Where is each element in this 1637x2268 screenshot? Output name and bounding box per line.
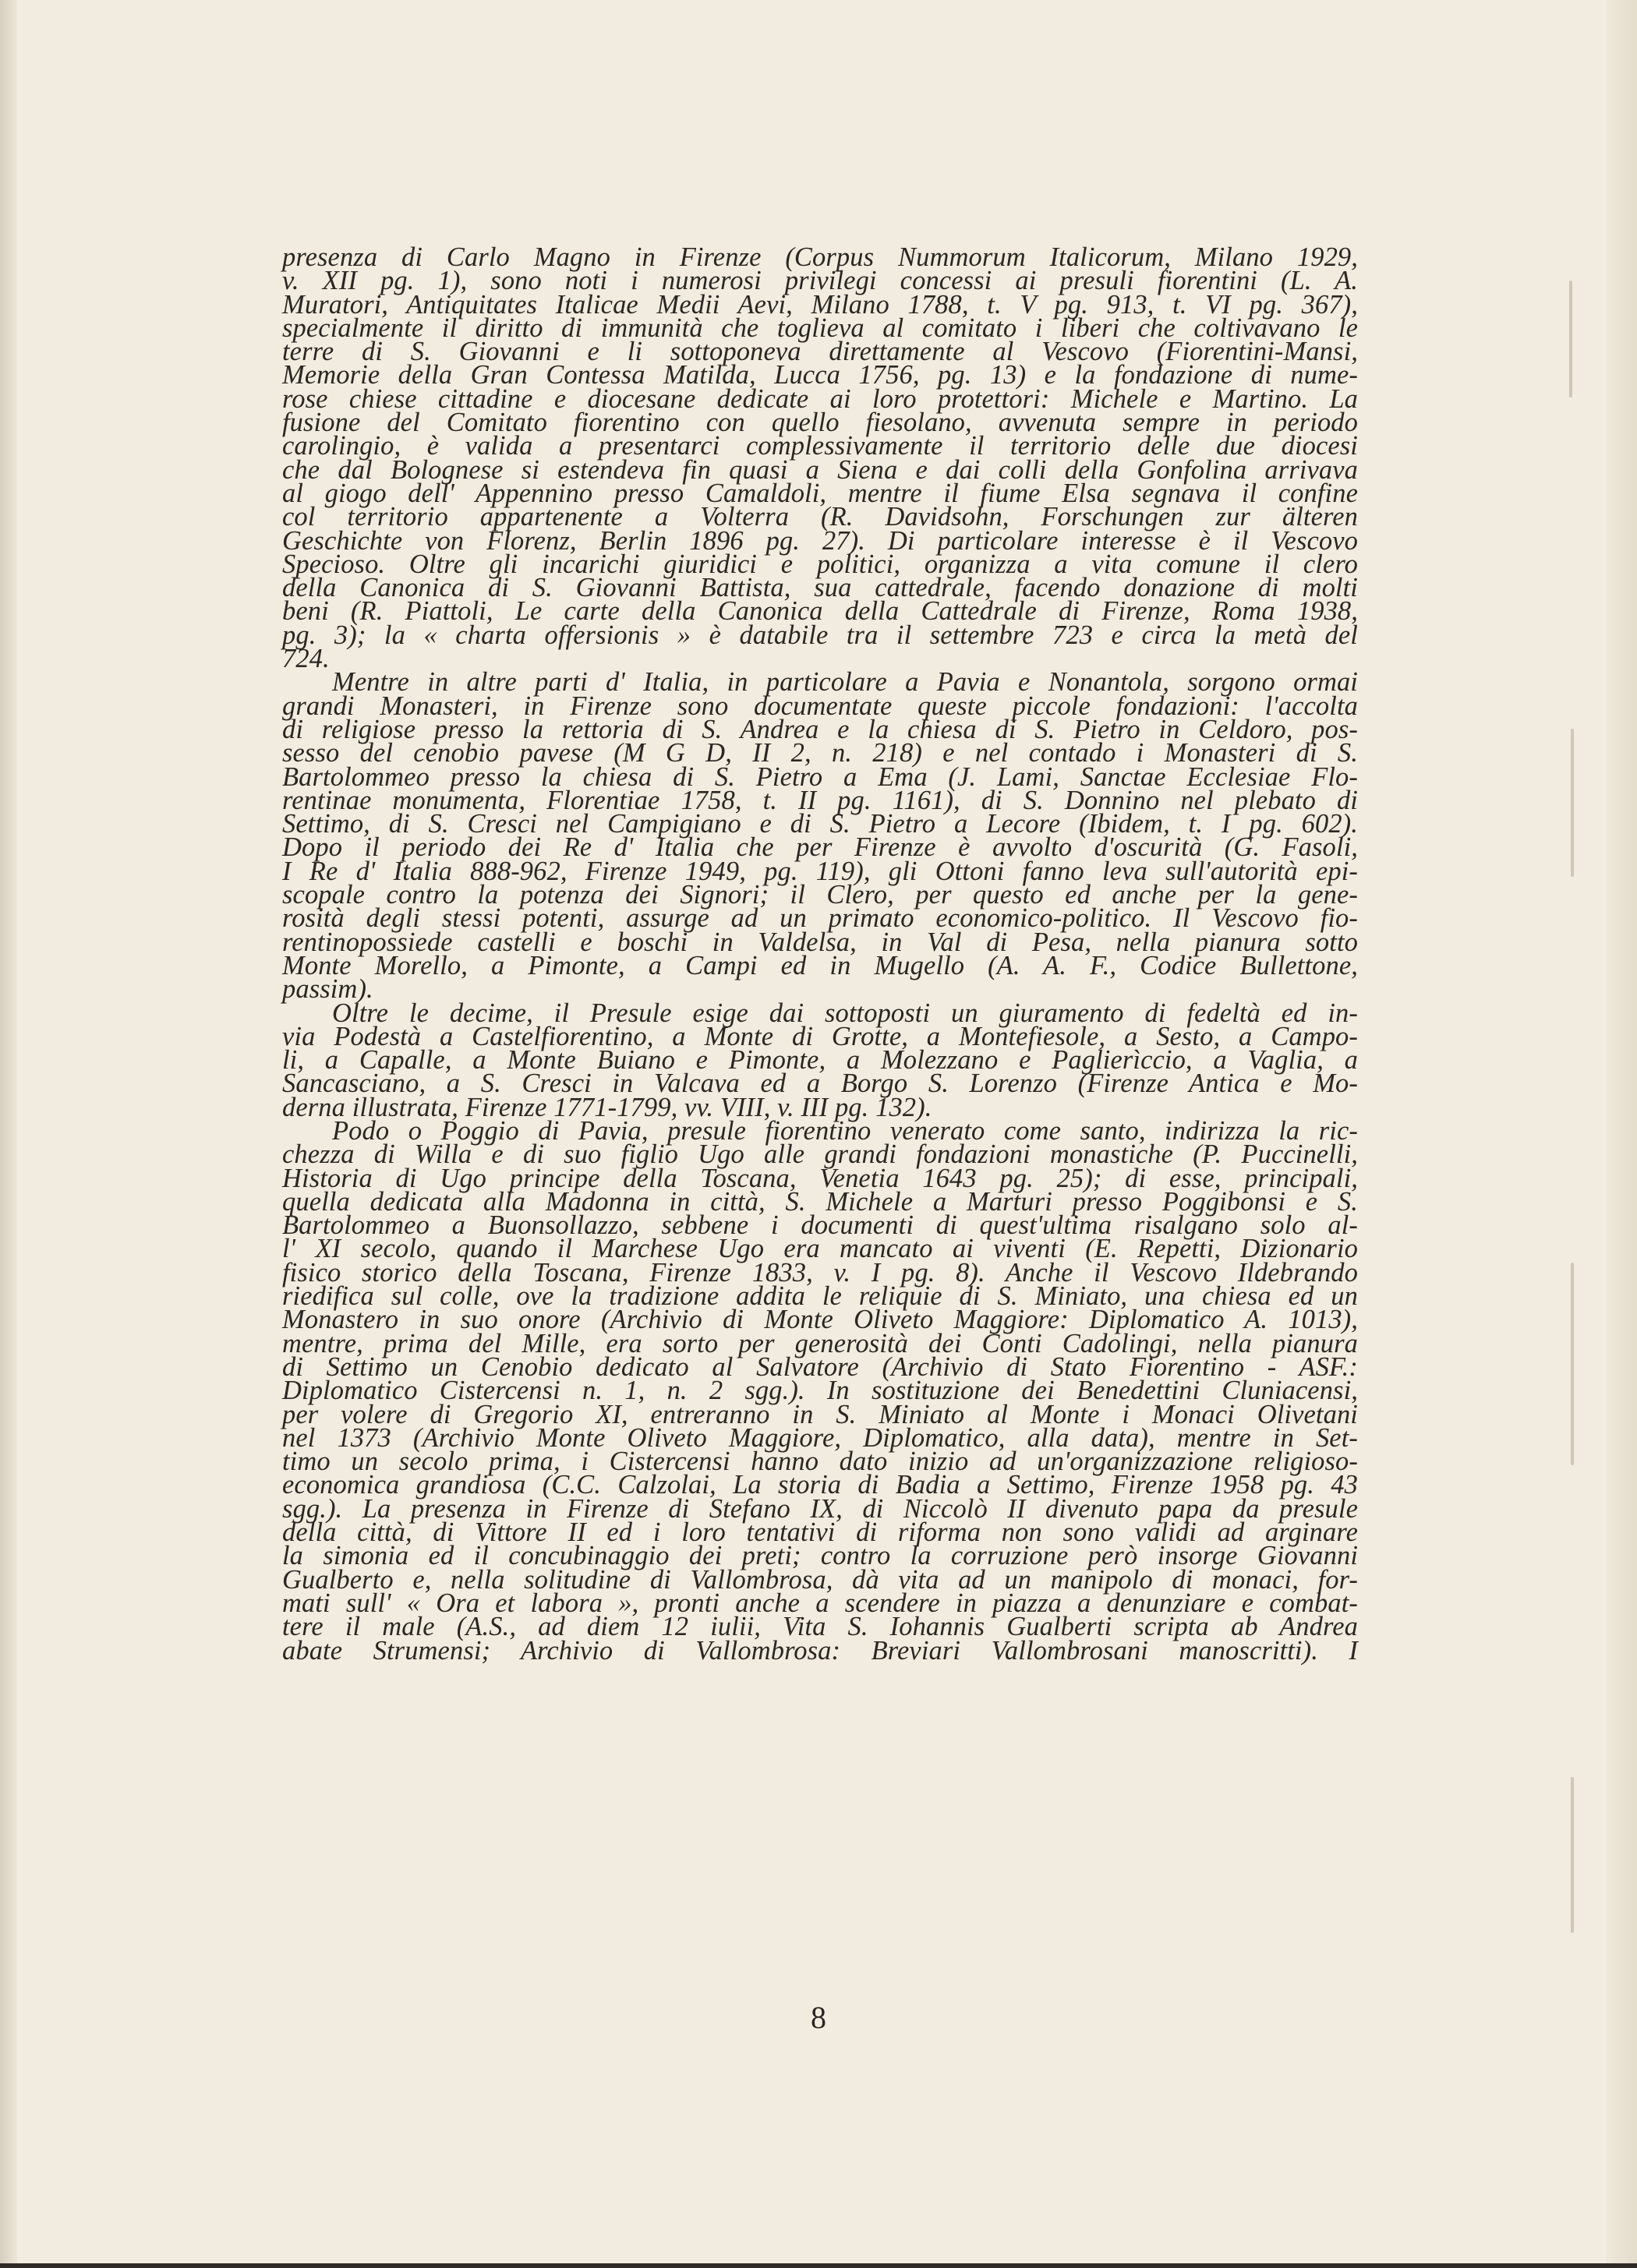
- text-line: terre di S. Giovanni e li sottoponeva direttamente al Vescovo (Fiorentini-Mansi,: [282, 337, 1358, 367]
- text-line: Podo o Poggio di Pavia, presule fiorentino venerato come santo, indirizza la ric-: [332, 1115, 1358, 1146]
- bottom-rule: [0, 2263, 1637, 2268]
- text-line: specialmente il diritto di immunità che toglieva al comitato i liberi che coltivavano le: [282, 313, 1358, 343]
- text-line: mati sull' « Ora et labora », pronti anche a scendere in piazza a denunziare e combat-: [282, 1588, 1358, 1618]
- text-line: li, a Capalle, a Monte Buiano e Pimonte, a Molezzano e Paglierìccio, a Vaglia, a: [282, 1045, 1358, 1076]
- margin-mark: [1571, 729, 1574, 877]
- text-line: Oltre le decime, il Presule esige dai sottoposti un giuramento di fedeltà ed in-: [332, 998, 1358, 1028]
- text-line: pg. 3); la « charta offersionis » è databile tra il settembre 723 e circa la metà del: [282, 620, 1358, 650]
- text-line: di Settimo un Cenobio dedicato al Salvatore (Archivio di Stato Fiorentino - ASF.:: [282, 1351, 1358, 1382]
- text-line: v. XII pg. 1), sono noti i numerosi privilegi concessi ai presuli fiorentini (L. A.: [282, 266, 1358, 296]
- page-left-edge: [0, 0, 17, 2268]
- text-line: della città, di Vittore II ed i loro tentativi di riforma non sono validi ad arginare: [282, 1517, 1358, 1548]
- text-line: Geschichte von Florenz, Berlin 1896 pg. 27). Di particolare interesse è il Vescovo: [282, 525, 1358, 556]
- text-line: Gualberto e, nella solitudine di Vallombrosa, dà vita ad un manipolo di monaci, for-: [282, 1564, 1358, 1595]
- text-line: rentinae monumenta, Florentiae 1758, t. II pg. 1161), di S. Donnino nel plebato di: [282, 785, 1358, 815]
- text-line: Monastero in suo onore (Archivio di Monte Oliveto Maggiore: Diplomatico A. 1013),: [282, 1305, 1358, 1335]
- text-line: la simonia ed il concubinaggio dei preti; contro la corruzione però insorge Giovanni: [282, 1541, 1358, 1571]
- text-line: scopale contro la potenza dei Signori; il Clero, per questo ed anche per la gene-: [282, 880, 1358, 910]
- text-line: Sancasciano, a S. Cresci in Valcava ed a Borgo S. Lorenzo (Firenze Antica e Mo-: [282, 1069, 1358, 1099]
- text-line: fisico storico della Toscana, Firenze 1833, v. I pg. 8). Anche il Vescovo Ildebrando: [282, 1257, 1358, 1288]
- text-line: Diplomatico Cistercensi n. 1, n. 2 sgg.). In sostituzione dei Benedettini Cluniacensi,: [282, 1376, 1358, 1406]
- text-line: Settimo, di S. Cresci nel Campigiano e di S. Pietro a Lecore (Ibidem, t. I pg. 602).: [282, 809, 1358, 839]
- text-line: mentre, prima del Mille, era sorto per generosità dei Conti Cadolingi, nella pianura: [282, 1328, 1358, 1358]
- text-line: 724.: [282, 644, 330, 674]
- text-line: rentinopossiede castelli e boschi in Valdelsa, in Val di Pesa, nella pianura sotto: [282, 927, 1358, 957]
- text-line: Specioso. Oltre gli incarichi giuridici e politici, organizza a vita comune il clero: [282, 549, 1358, 579]
- text-line: riedifica sul colle, ove la tradizione addita le reliquie di S. Miniato, una chiesa ed un: [282, 1281, 1358, 1312]
- text-line: sgg.). La presenza in Firenze di Stefano IX, di Niccolò II divenuto papa da presule: [282, 1493, 1358, 1524]
- text-line: fusione del Comitato fiorentino con quello fiesolano, avvenuta sempre in periodo: [282, 408, 1358, 438]
- text-line: rose chiese cittadine e diocesane dedicate ai loro protettori: Michele e Martino. La: [282, 383, 1358, 414]
- text-line: Memorie della Gran Contessa Matilda, Lucca 1756, pg. 13) e la fondazione di nume-: [282, 360, 1358, 390]
- text-line: Muratori, Antiquitates Italicae Medii Aevi, Milano 1788, t. V pg. 913, t. VI pg. 367),: [282, 289, 1358, 320]
- text-line: l' XI secolo, quando il Marchese Ugo era mancato ai viventi (E. Repetti, Dizionario: [282, 1234, 1358, 1264]
- text-line: di religiose presso la rettoria di S. Andrea e la chiesa di S. Pietro in Celdoro, pos-: [282, 714, 1358, 744]
- text-line: grandi Monasteri, in Firenze sono documentate queste piccole fondazioni: l'accolta: [282, 691, 1358, 721]
- page-right-edge: [1606, 0, 1637, 2268]
- text-line: presenza di Carlo Magno in Firenze (Corpus Nummorum Italicorum, Milano 1929,: [282, 242, 1358, 272]
- text-line: economica grandiosa (C.C. Calzolai, La storia di Badia a Settimo, Firenze 1958 pg. 43: [282, 1470, 1358, 1500]
- text-line: tere il male (A.S., ad diem 12 iulii, Vita S. Iohannis Gualberti scripta ab Andrea: [282, 1612, 1358, 1642]
- text-line: col territorio appartenente a Volterra (R. Davidsohn, Forschungen zur älteren: [282, 502, 1358, 532]
- text-line: timo un secolo prima, i Cistercensi hanno dato inizio ad un'organizzazione religioso-: [282, 1447, 1358, 1477]
- text-line: al giogo dell' Appennino presso Camaldoli, mentre il fiume Elsa segnava il confine: [282, 478, 1358, 508]
- text-line: chezza di Willa e di suo figlio Ugo alle grandi fondazioni monastiche (P. Puccinelli,: [282, 1139, 1358, 1170]
- margin-mark: [1571, 1263, 1574, 1465]
- text-line: rosità degli stessi potenti, assurge ad un primato economico-politico. Il Vescovo fio-: [282, 903, 1358, 934]
- margin-mark: [1569, 281, 1572, 397]
- text-line: passim).: [282, 974, 373, 1005]
- text-line: che dal Bolognese si estendeva fin quasi a Siena e dai colli della Gonfolina arrivava: [282, 454, 1358, 485]
- text-line: della Canonica di S. Giovanni Battista, sua cattedrale, facendo donazione di molti: [282, 573, 1358, 603]
- text-line: quella dedicata alla Madonna in città, S. Michele a Marturi presso Poggibonsi e S.: [282, 1186, 1358, 1217]
- text-line: nel 1373 (Archivio Monte Oliveto Maggiore, Diplomatico, alla data), mentre in Set-: [282, 1422, 1358, 1453]
- text-line: via Podestà a Castelfiorentino, a Monte di Grotte, a Montefiesole, a Sesto, a Campo-: [282, 1021, 1358, 1051]
- text-line: Bartolommeo a Buonsollazzo, sebbene i documenti di quest'ultima risalgano solo al-: [282, 1210, 1358, 1241]
- text-line: abate Strumensi; Archivio di Vallombrosa: Breviari Vallombrosani manoscritti). I: [282, 1635, 1358, 1666]
- text-line: carolingio, è valida a presentarci complessivamente il territorio delle due diocesi: [282, 431, 1358, 461]
- text-line: I Re d' Italia 888-962, Firenze 1949, pg. 119), gli Ottoni fanno leva sull'autorità epi-: [282, 856, 1358, 886]
- page-number: 8: [811, 2000, 826, 2035]
- text-line: per volere di Gregorio XI, entreranno in S. Miniato al Monte i Monaci Olivetani: [282, 1399, 1358, 1429]
- body-text: [282, 242, 1358, 1666]
- text-line: beni (R. Piattoli, Le carte della Canonica della Cattedrale di Firenze, Roma 1938,: [282, 596, 1358, 627]
- text-line: Bartolommeo presso la chiesa di S. Pietro a Ema (J. Lami, Sanctae Ecclesiae Flo-: [282, 761, 1358, 792]
- text-line: Monte Morello, a Pimonte, a Campi ed in Mugello (A. A. F., Codice Bullettone,: [282, 950, 1358, 980]
- text-line: sesso del cenobio pavese (M G D, II 2, n. 218) e nel contado i Monasteri di S.: [282, 738, 1358, 768]
- text-line: derna illustrata, Firenze 1771-1799, vv. VIII, v. III pg. 132).: [282, 1092, 932, 1122]
- text-line: Historia di Ugo principe della Toscana, Venetia 1643 pg. 25); di esse, principali,: [282, 1163, 1358, 1193]
- text-line: Dopo il periodo dei Re d' Italia che per Firenze è avvolto d'oscurità (G. Fasoli,: [282, 832, 1358, 863]
- text-line: Mentre in altre parti d' Italia, in particolare a Pavia e Nonantola, sorgono ormai: [332, 667, 1358, 698]
- margin-mark: [1571, 1777, 1574, 1933]
